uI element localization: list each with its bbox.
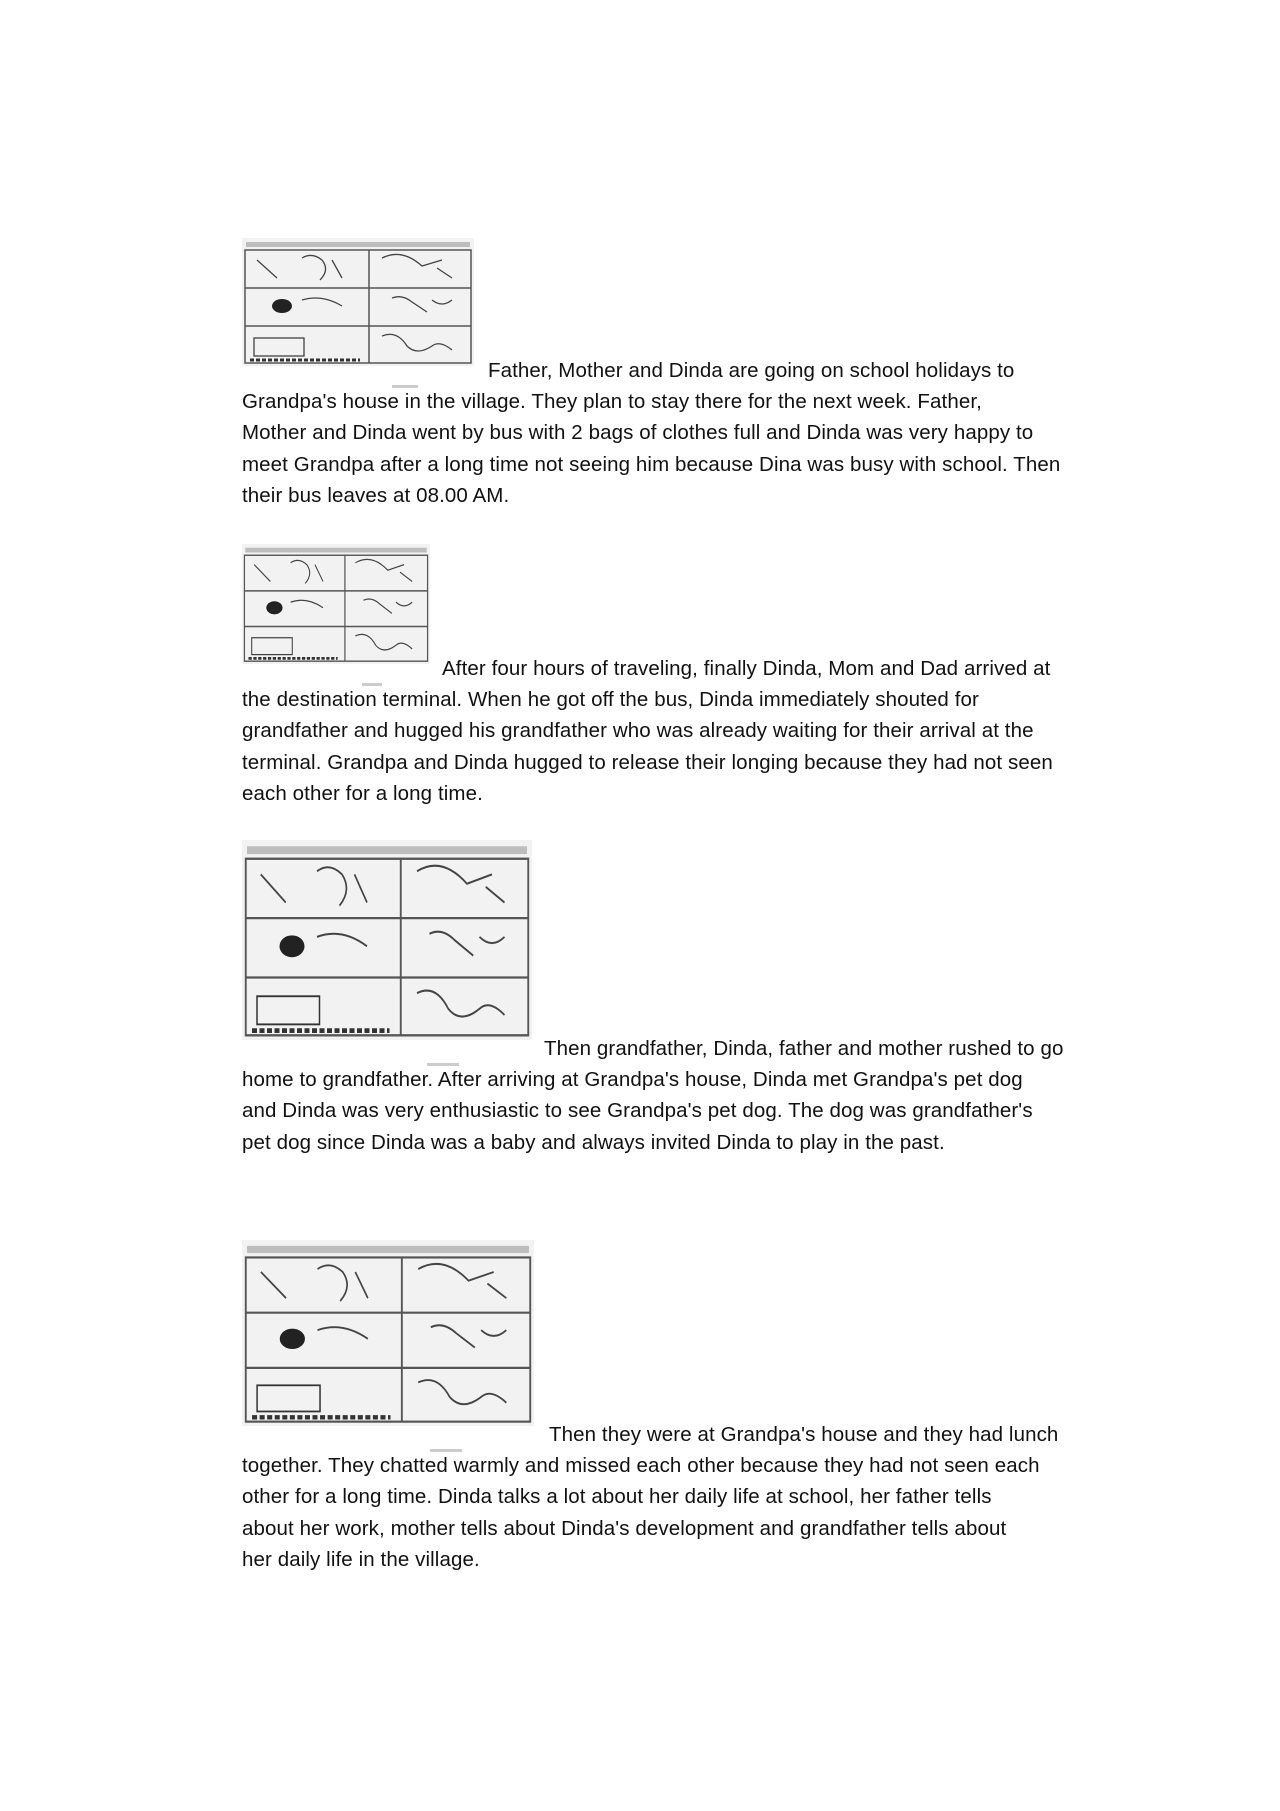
paragraph-first-line: Then grandfather, Dinda, father and mother rushed to go [544, 1036, 1064, 1060]
comic-strip-image [242, 1240, 539, 1450]
paragraph-body: the destination terminal. When he got off the bus, Dinda immediately shouted for grandfather and hugged his grandfather who was already waiting for their arrival at the terminal. Grandpa and Dinda hugged to release their longing because they had not seen each other for a long time. [242, 688, 1053, 805]
comic-strip-image [242, 544, 432, 684]
story-paragraph-3 [242, 840, 1102, 1158]
story-paragraph-1 [242, 238, 1102, 511]
paragraph-first-line: After four hours of traveling, finally Dinda, Mom and Dad arrived at [442, 656, 1051, 680]
paragraph-first-line: Then they were at Grandpa's house and they had lunch [549, 1422, 1059, 1446]
story-paragraph-2 [242, 544, 1102, 809]
paragraph-body: home to grandfather. After arriving at Grandpa's house, Dinda met Grandpa's pet dog and Dinda was very enthusiastic to see Grandpa's pet dog. The dog was grandfather's pet dog since Dinda was a baby and always invited Dinda to play in the past. [242, 1068, 1033, 1154]
comic-strip-image [242, 238, 478, 386]
paragraph-body: Grandpa's house in the village. They plan to stay there for the next week. Father, Mother and Dinda went by bus with 2 bags of clothes full and Dinda was very happy to meet Grandpa after a long time not seeing him because Dina was busy with school. Then their bus leaves at 08.00 AM. [242, 390, 1061, 507]
paragraph-first-line: Father, Mother and Dinda are going on school holidays to [488, 358, 1015, 382]
comic-strip-image [242, 840, 534, 1064]
paragraph-body: together. They chatted warmly and missed each other because they had not seen each other for a long time. Dinda talks a lot about her daily life at school, her father tells about her work, mother tells about Dinda's development and grandfather tells about her daily life in the village. [242, 1454, 1040, 1571]
story-paragraph-4 [242, 1240, 1102, 1575]
